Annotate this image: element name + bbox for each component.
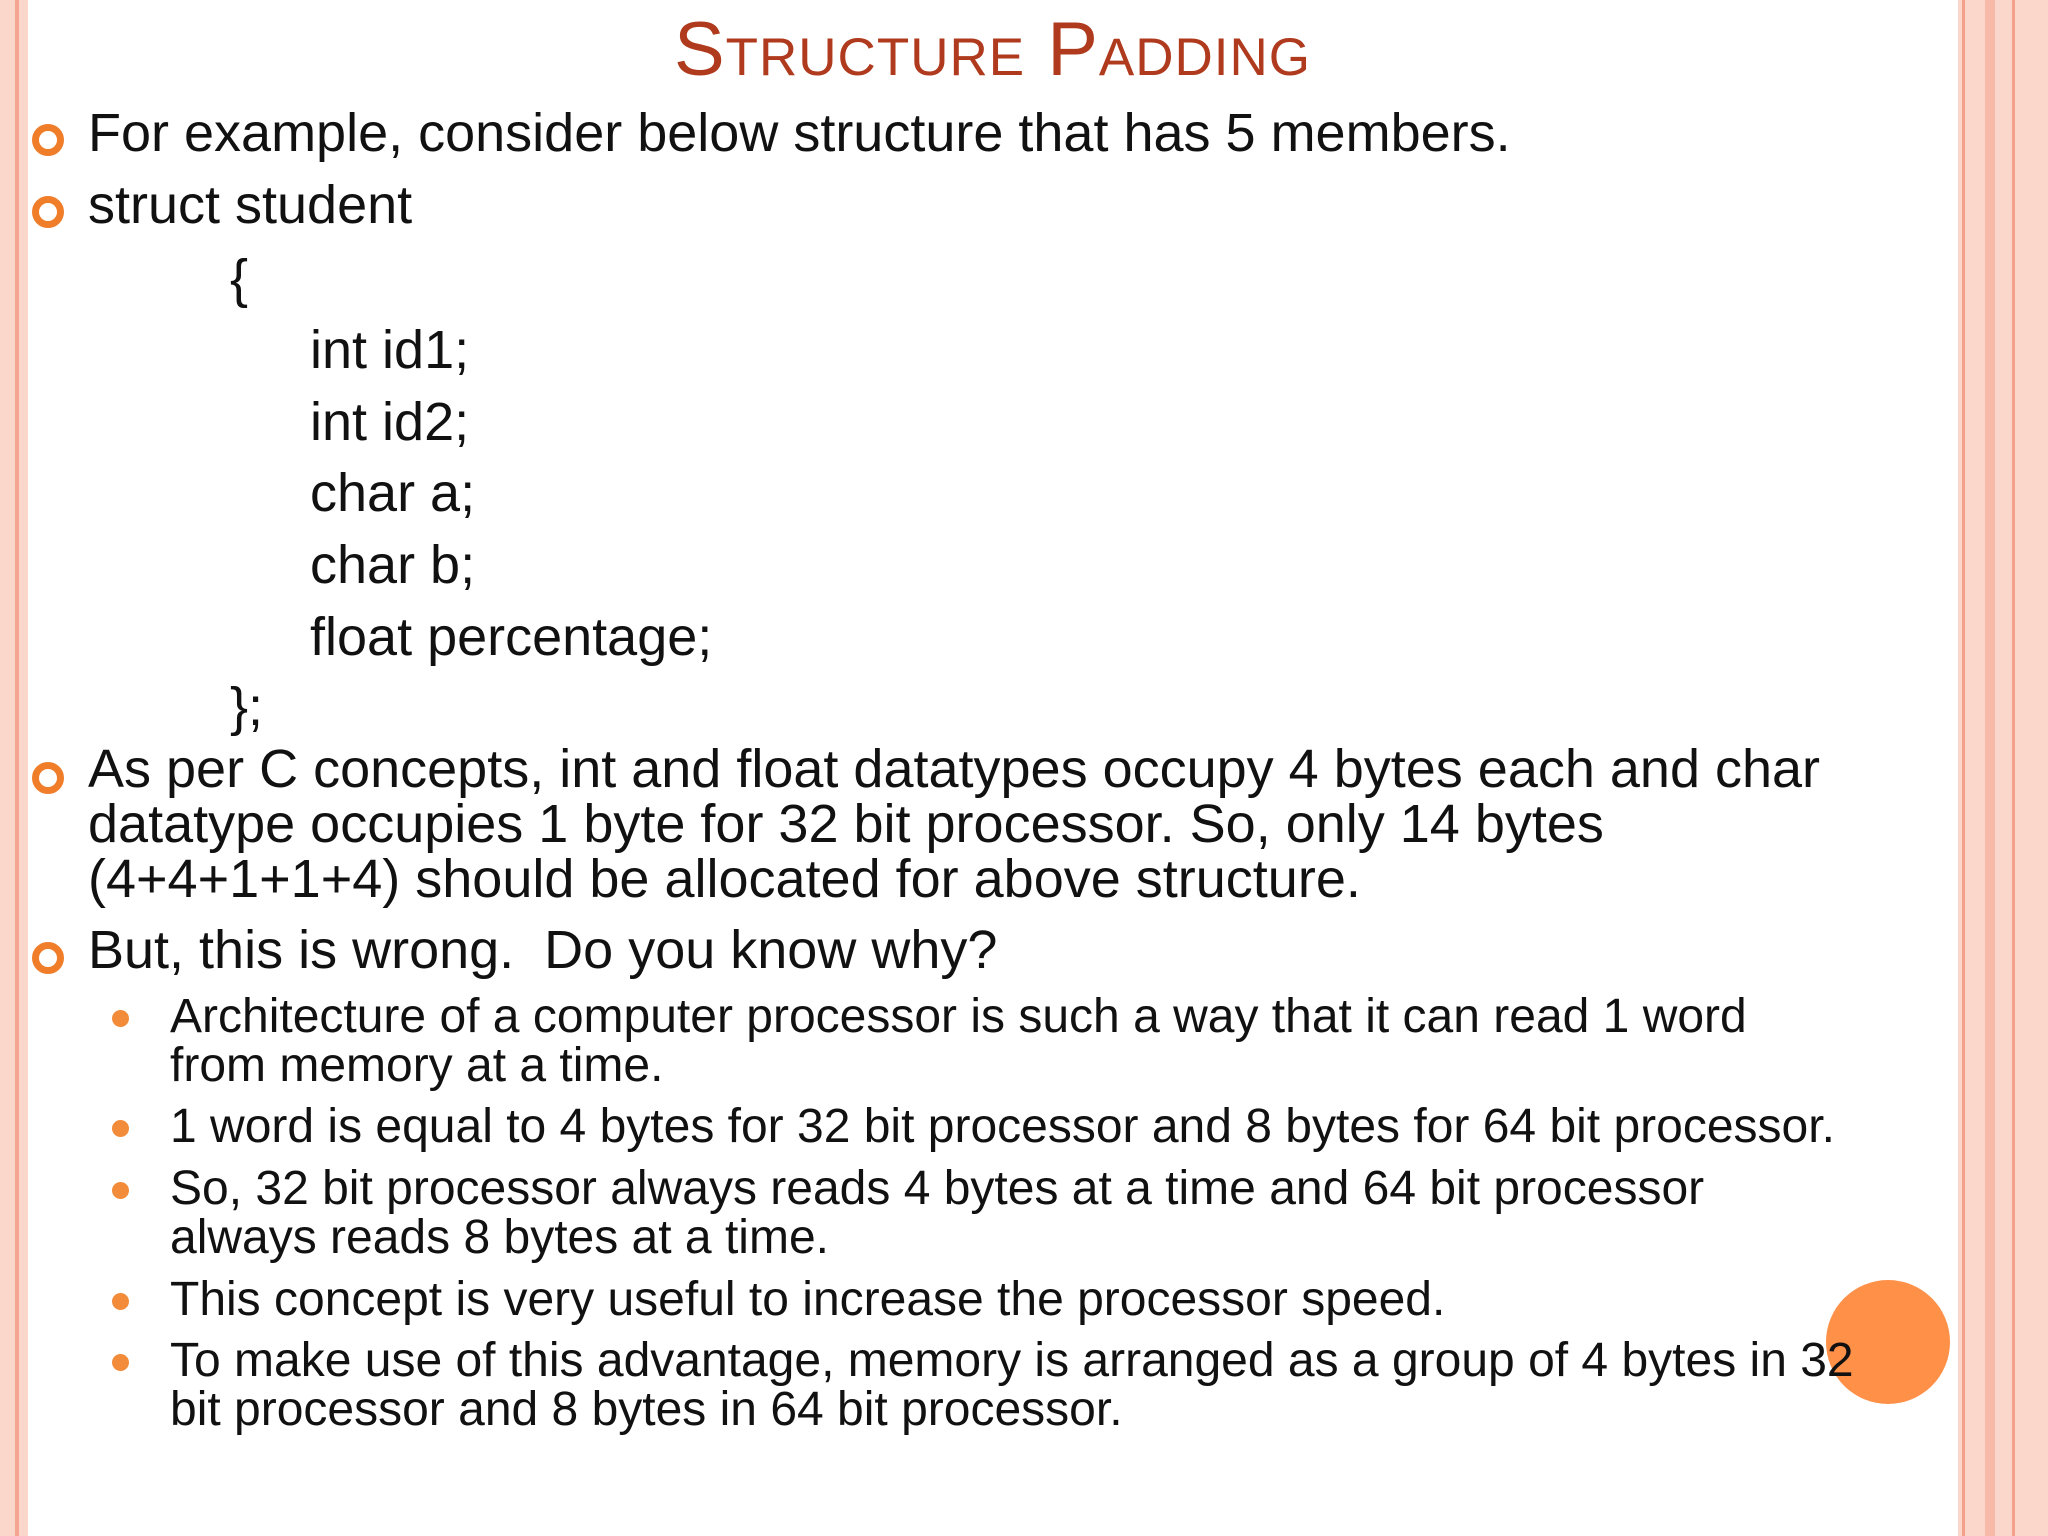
- paragraph-line: datatype occupies 1 byte for 32 bit processor. So, only 14 bytes: [88, 794, 1604, 854]
- sub-bullet-line: always reads 8 bytes at a time.: [170, 1211, 829, 1264]
- dot-bullet-icon: [112, 1120, 129, 1137]
- slide-title: Structure Padding: [673, 7, 1312, 92]
- sub-bullet-line: Architecture of a computer processor is such a way that it can read 1 word: [170, 990, 1747, 1043]
- bullet-text: struct student: [88, 175, 413, 235]
- ring-bullet-icon: [32, 124, 64, 156]
- paragraph-line: (4+4+1+1+4) should be allocated for above structure.: [88, 849, 1361, 909]
- code-member: char b;: [310, 535, 476, 595]
- code-member: int id1;: [310, 320, 470, 380]
- dot-bullet-icon: [112, 1293, 129, 1310]
- right-border-line: [1985, 0, 1995, 1536]
- code-member: char a;: [310, 463, 476, 523]
- code-member: int id2;: [310, 392, 470, 452]
- code-close-brace: };: [230, 677, 264, 737]
- code-open-brace: {: [230, 249, 249, 309]
- left-border-line: [15, 0, 19, 1536]
- right-border-decoration: [1958, 0, 2048, 1536]
- sub-bullet-line: bit processor and 8 bytes in 64 bit processor.: [170, 1383, 1123, 1436]
- bullet-text: For example, consider below structure that has 5 members.: [88, 103, 1511, 163]
- dot-bullet-icon: [112, 1354, 129, 1371]
- left-border-decoration: [0, 0, 28, 1536]
- dot-bullet-icon: [112, 1010, 129, 1027]
- right-border-line: [1962, 0, 1965, 1536]
- sub-bullet-line: So, 32 bit processor always reads 4 bytes at a time and 64 bit processor: [170, 1162, 1705, 1215]
- sub-bullet-line: 1 word is equal to 4 bytes for 32 bit processor and 8 bytes for 64 bit processor.: [170, 1100, 1835, 1153]
- ring-bullet-icon: [32, 942, 64, 974]
- sub-bullet-line: from memory at a time.: [170, 1039, 664, 1092]
- sub-bullet-line: To make use of this advantage, memory is arranged as a group of 4 bytes in 32: [170, 1334, 1854, 1387]
- question-text: But, this is wrong. Do you know why?: [88, 920, 998, 980]
- paragraph-line: As per C concepts, int and float datatypes occupy 4 bytes each and char: [88, 739, 1821, 799]
- ring-bullet-icon: [32, 762, 64, 794]
- dot-bullet-icon: [112, 1182, 129, 1199]
- sub-bullet-line: This concept is very useful to increase the processor speed.: [170, 1273, 1446, 1326]
- ring-bullet-icon: [32, 196, 64, 228]
- right-border-line: [2012, 0, 2015, 1536]
- code-member: float percentage;: [310, 607, 713, 667]
